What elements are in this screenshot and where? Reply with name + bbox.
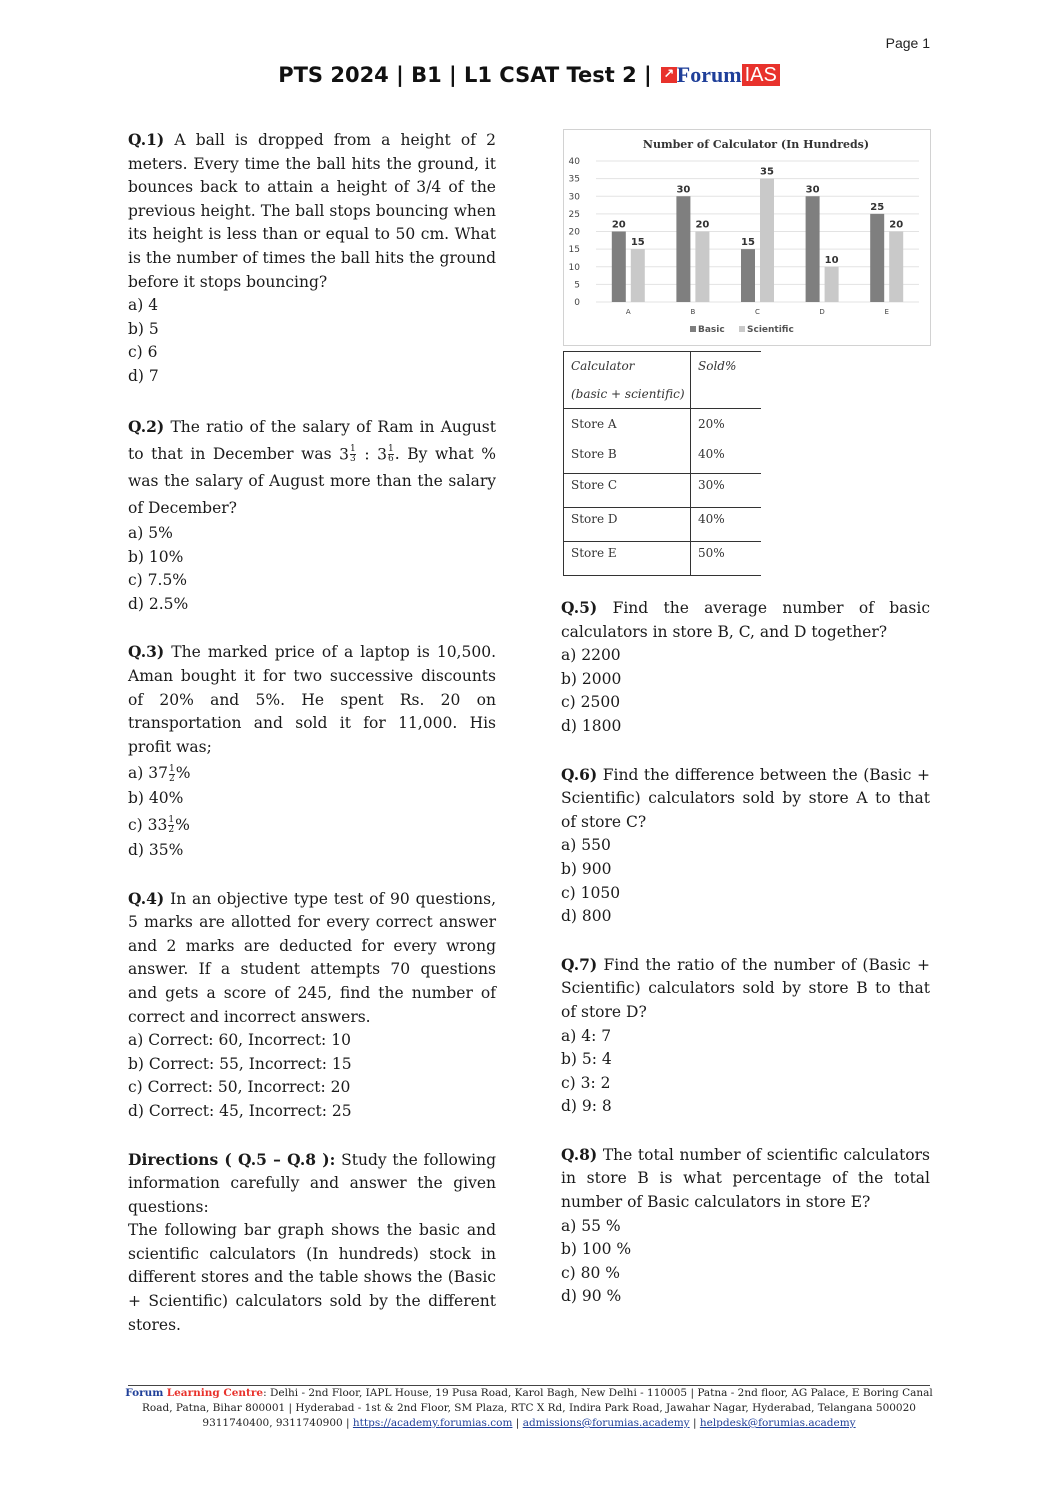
question-4-option-c: c) Correct: 50, Incorrect: 20: [128, 1078, 351, 1097]
question-2-label: Q.2): [128, 416, 165, 436]
ratio-b-numerator: 1: [388, 444, 394, 455]
directions-text: Study the following information carefully and answer the given questions:: [128, 1150, 496, 1216]
x-tick-label: D: [819, 308, 825, 316]
question-8-option-b: b) 100 %: [561, 1240, 632, 1259]
question-1-label: Q.1): [128, 130, 165, 149]
table-header-calculator: [564, 352, 691, 409]
option-c-fraction: [168, 816, 174, 835]
ratio-a-whole: 3: [339, 445, 350, 464]
x-tick-label: E: [884, 308, 889, 316]
legend-scientific-label: Scientific: [747, 325, 794, 335]
table-cell-sold: 30%: [691, 474, 762, 508]
question-8-option-d: d) 90 %: [561, 1287, 622, 1306]
question-6-body: Find the difference between the (Basic + Scientific) calculators sold by store A to that of store C?: [561, 765, 930, 831]
option-a-denominator: 2: [168, 773, 175, 784]
question-3-body: The marked price of a laptop is 10,500. Aman bought it for two successive discounts of 20% and 5%. He spent Rs. 20 on transportation and sold it for 11,000. His profit was;: [128, 643, 496, 756]
question-7-body: Find the ratio of the number of (Basic + Scientific) calculators sold by store B to that of store D?: [561, 955, 930, 1021]
table-cell-store: [564, 409, 691, 474]
data-label-basic-c: 15: [741, 237, 755, 249]
question-1-text: [128, 128, 496, 294]
x-tick-label: C: [755, 308, 760, 316]
table-cell-store: Store D: [564, 508, 691, 542]
question-5-body: Find the average number of basic calculators in store B, C, and D together?: [561, 599, 930, 641]
footer-address-line2: Road, Patna, Bihar 800001 | Hyderabad - 1st & 2nd Floor, SM Plaza, RTC X Rd, Indira Park Road, Jawahar Nagar, Hyderabad, Telangana 500020: [142, 1402, 916, 1414]
data-label-scientific-a: 15: [630, 237, 645, 249]
y-tick-label: 10: [568, 262, 580, 273]
question-5-option-b: b) 2000: [561, 669, 622, 688]
table-header-sold: Sold%: [691, 352, 762, 409]
bar-scientific-c: [760, 179, 774, 302]
question-8-label: Q.8): [561, 1144, 598, 1164]
x-tick-label: B: [690, 308, 696, 316]
question-2-option-a: a) 5%: [128, 524, 173, 543]
chart-title: Number of Calculator (In Hundreds): [642, 138, 870, 151]
ratio-b-fraction: [388, 445, 394, 464]
question-3-option-a: [128, 759, 496, 787]
question-7-option-b: b) 5: 4: [561, 1050, 612, 1069]
ratio-separator: :: [364, 445, 370, 464]
data-label-scientific-e: 20: [889, 219, 904, 231]
ratio-b-whole: 3: [377, 445, 388, 464]
question-1: [128, 128, 496, 389]
table-row: [564, 474, 762, 508]
page-footer: [118, 1386, 940, 1431]
option-c-percent: %: [175, 815, 190, 834]
question-4: [128, 887, 496, 1124]
question-6-label: Q.6): [561, 764, 598, 784]
footer-learning-centre: Learning Centre: [166, 1387, 264, 1399]
data-label-scientific-b: 20: [695, 219, 710, 231]
question-6-option-c: c) 1050: [561, 883, 621, 902]
y-tick-label: 40: [568, 157, 580, 167]
x-tick-label: A: [625, 308, 631, 316]
table-cell-store: Store C: [564, 474, 691, 508]
directions-block: [128, 1148, 496, 1338]
question-4-label: Q.4): [128, 888, 165, 908]
arrow-logo-icon: ↗: [661, 67, 677, 83]
footer-contact-line: [118, 1416, 940, 1431]
table-header-row: [564, 352, 762, 409]
data-label-scientific-c: 35: [760, 166, 774, 178]
sales-table: [563, 351, 761, 576]
table-cell-store: Store E: [564, 542, 691, 576]
table-row: [564, 542, 762, 576]
table-row: [564, 508, 762, 542]
bar-basic-a: [612, 232, 626, 303]
question-4-option-b: b) Correct: 55, Incorrect: 15: [128, 1054, 352, 1073]
bar-chart-svg: [564, 130, 930, 345]
table-header-line1: Calculator: [571, 359, 635, 373]
bar-scientific-d: [825, 267, 839, 302]
y-tick-label: 25: [568, 209, 580, 220]
bar-basic-e: [870, 214, 884, 302]
question-4-option-a: a) Correct: 60, Incorrect: 10: [128, 1031, 351, 1050]
data-label-basic-a: 20: [611, 219, 626, 231]
table-header-line2: (basic + scientific): [571, 387, 685, 401]
bar-chart: [563, 129, 931, 346]
question-4-option-d: d) Correct: 45, Incorrect: 25: [128, 1101, 352, 1120]
option-c-numerator: 1: [168, 815, 175, 826]
question-5-option-d: d) 1800: [561, 716, 622, 735]
chart-legend: [690, 325, 794, 335]
ratio-a-denominator: 3: [350, 454, 356, 465]
chart-x-axis: [626, 308, 889, 316]
logo-forum-text: Forum: [676, 62, 742, 87]
page-number: Page 1: [885, 35, 930, 51]
question-2-option-b: b) 10%: [128, 547, 184, 566]
question-5: [561, 596, 930, 739]
question-1-option-a: a) 4: [128, 296, 159, 315]
question-6-text: [561, 763, 930, 835]
option-a-percent: %: [175, 764, 191, 783]
data-label-basic-b: 30: [676, 184, 691, 196]
y-tick-label: 20: [568, 227, 580, 238]
question-7-label: Q.7): [561, 954, 598, 974]
y-tick-label: 35: [568, 174, 580, 185]
data-label-basic-e: 25: [870, 201, 885, 213]
option-a-whole: a) 37: [128, 764, 168, 783]
question-2-body-end: . By what % was the salary of August more than the salary of December?: [128, 444, 496, 518]
table-row: [564, 409, 762, 474]
question-7-option-c: c) 3: 2: [561, 1073, 611, 1092]
bar-basic-d: [806, 196, 820, 302]
footer-address-line1: [118, 1386, 940, 1401]
option-a-numerator: 1: [168, 763, 175, 774]
question-8-option-c: c) 80 %: [561, 1263, 621, 1282]
legend-scientific-swatch: [739, 326, 745, 332]
page-header: [0, 62, 1058, 88]
question-5-option-c: c) 2500: [561, 693, 621, 712]
question-7-option-a: a) 4: 7: [561, 1026, 612, 1045]
question-1-option-b: b) 5: [128, 319, 159, 338]
directions-label: Directions ( Q.5 – Q.8 ):: [128, 1149, 336, 1169]
ratio-a-numerator: 1: [350, 444, 356, 455]
ratio-a-fraction: [350, 445, 356, 464]
question-2-option-c: c) 7.5%: [128, 571, 188, 590]
question-3-option-c: [128, 811, 496, 839]
legend-basic-label: Basic: [698, 325, 725, 335]
helpdesk-email-link[interactable]: helpdesk@forumias.academy: [699, 1417, 856, 1429]
ratio-b-denominator: 6: [388, 454, 394, 465]
footer-colon: :: [263, 1387, 267, 1399]
question-2: [128, 413, 496, 617]
legend-basic-swatch: [690, 326, 696, 332]
question-3-label: Q.3): [128, 642, 165, 662]
question-8-option-a: a) 55 %: [561, 1216, 621, 1235]
store-b-sold: 40%: [698, 447, 725, 461]
y-tick-label: 15: [568, 245, 580, 256]
question-8-text: [561, 1143, 930, 1215]
question-6: [561, 763, 930, 929]
question-8-body: The total number of scientific calculators in store B is what percentage of the total number of Basic calculators in store E?: [561, 1145, 930, 1212]
chart-y-axis: [569, 157, 581, 308]
question-6-option-a: a) 550: [561, 836, 611, 855]
question-2-body-start: The ratio of the salary of Ram in August to that in December was: [128, 417, 496, 463]
question-2-text: [128, 413, 496, 523]
question-1-body: A ball is dropped from a height of 2 meters. Every time the ball hits the ground, it bounces back to attain a height of 3/4 of the previous height. The ball stops bouncing when its height is less than or equal to 50 cm. What is the number of times the ball hits the ground before it stops bouncing?: [128, 131, 496, 291]
question-8: [561, 1143, 930, 1309]
academy-link[interactable]: https://academy.forumias.com: [352, 1417, 513, 1429]
question-3: [128, 640, 496, 862]
store-a-sold: 20%: [698, 417, 725, 431]
store-a-label: Store A: [571, 417, 617, 431]
question-3-option-b: b) 40%: [128, 789, 184, 808]
table-cell-sold: [691, 409, 762, 474]
question-4-body: In an objective type test of 90 questions, 5 marks are allotted for every correct answer and 2 marks are deducted for every wrong answer. If a student attempts 70 questions and gets a score of 245, find the number of correct and incorrect answers.: [128, 889, 497, 1026]
option-c-denominator: 2: [168, 825, 175, 836]
bar-basic-b: [676, 196, 690, 302]
y-tick-label: 5: [574, 280, 580, 291]
question-1-option-d: d) 7: [128, 366, 159, 385]
question-5-text: [561, 596, 930, 644]
chart-bars: [612, 167, 903, 302]
question-6-option-d: d) 800: [561, 907, 612, 926]
footer-separator: |: [515, 1417, 520, 1429]
logo-ias-text: IAS: [742, 64, 780, 86]
footer-separator: |: [692, 1417, 697, 1429]
question-3-option-d: d) 35%: [128, 840, 184, 859]
option-a-fraction: [169, 765, 175, 784]
bar-basic-c: [741, 249, 755, 302]
right-column: [561, 596, 930, 1333]
ratio-expression: [339, 445, 395, 463]
question-7-option-d: d) 9: 8: [561, 1097, 612, 1116]
directions-description: The following bar graph shows the basic and scientific calculators (In hundreds) stock in different stores and the table shows the (Basic + Scientific) calculators sold by the different stores.: [128, 1221, 496, 1334]
footer-forum: Forum: [125, 1387, 164, 1399]
bar-scientific-e: [889, 232, 903, 303]
question-5-option-a: a) 2200: [561, 646, 621, 665]
y-tick-label: 30: [568, 192, 580, 203]
table-cell-sold: 40%: [691, 508, 762, 542]
forumias-logo: [661, 62, 780, 88]
footer-line1-text: Delhi - 2nd Floor, IAPL House, 19 Pusa Road, Karol Bagh, New Delhi - 110005 | Patna - 2nd floor, AG Palace, E Boring Canal: [270, 1387, 933, 1399]
question-2-option-d: d) 2.5%: [128, 594, 189, 613]
option-c-whole: c) 33: [128, 815, 168, 834]
admissions-email-link[interactable]: admissions@forumias.academy: [522, 1417, 690, 1429]
y-tick-label: 0: [574, 298, 580, 308]
bar-scientific-a: [631, 249, 645, 302]
left-column: [128, 128, 496, 1361]
question-7: [561, 953, 930, 1119]
page-title: PTS 2024 | B1 | L1 CSAT Test 2 |: [278, 63, 652, 87]
question-1-option-c: c) 6: [128, 343, 158, 362]
bar-scientific-b: [695, 232, 709, 303]
data-label-basic-d: 30: [805, 184, 820, 196]
data-label-scientific-d: 10: [824, 254, 839, 266]
table-cell-sold: 50%: [691, 542, 762, 576]
footer-phones: 9311740400, 9311740900 |: [202, 1417, 350, 1429]
question-5-label: Q.5): [561, 598, 598, 617]
question-6-option-b: b) 900: [561, 859, 612, 878]
question-3-text: [128, 640, 496, 759]
question-7-text: [561, 953, 930, 1025]
directions-intro: [128, 1148, 496, 1220]
question-4-text: [128, 887, 496, 1030]
store-b-label: Store B: [571, 447, 617, 461]
